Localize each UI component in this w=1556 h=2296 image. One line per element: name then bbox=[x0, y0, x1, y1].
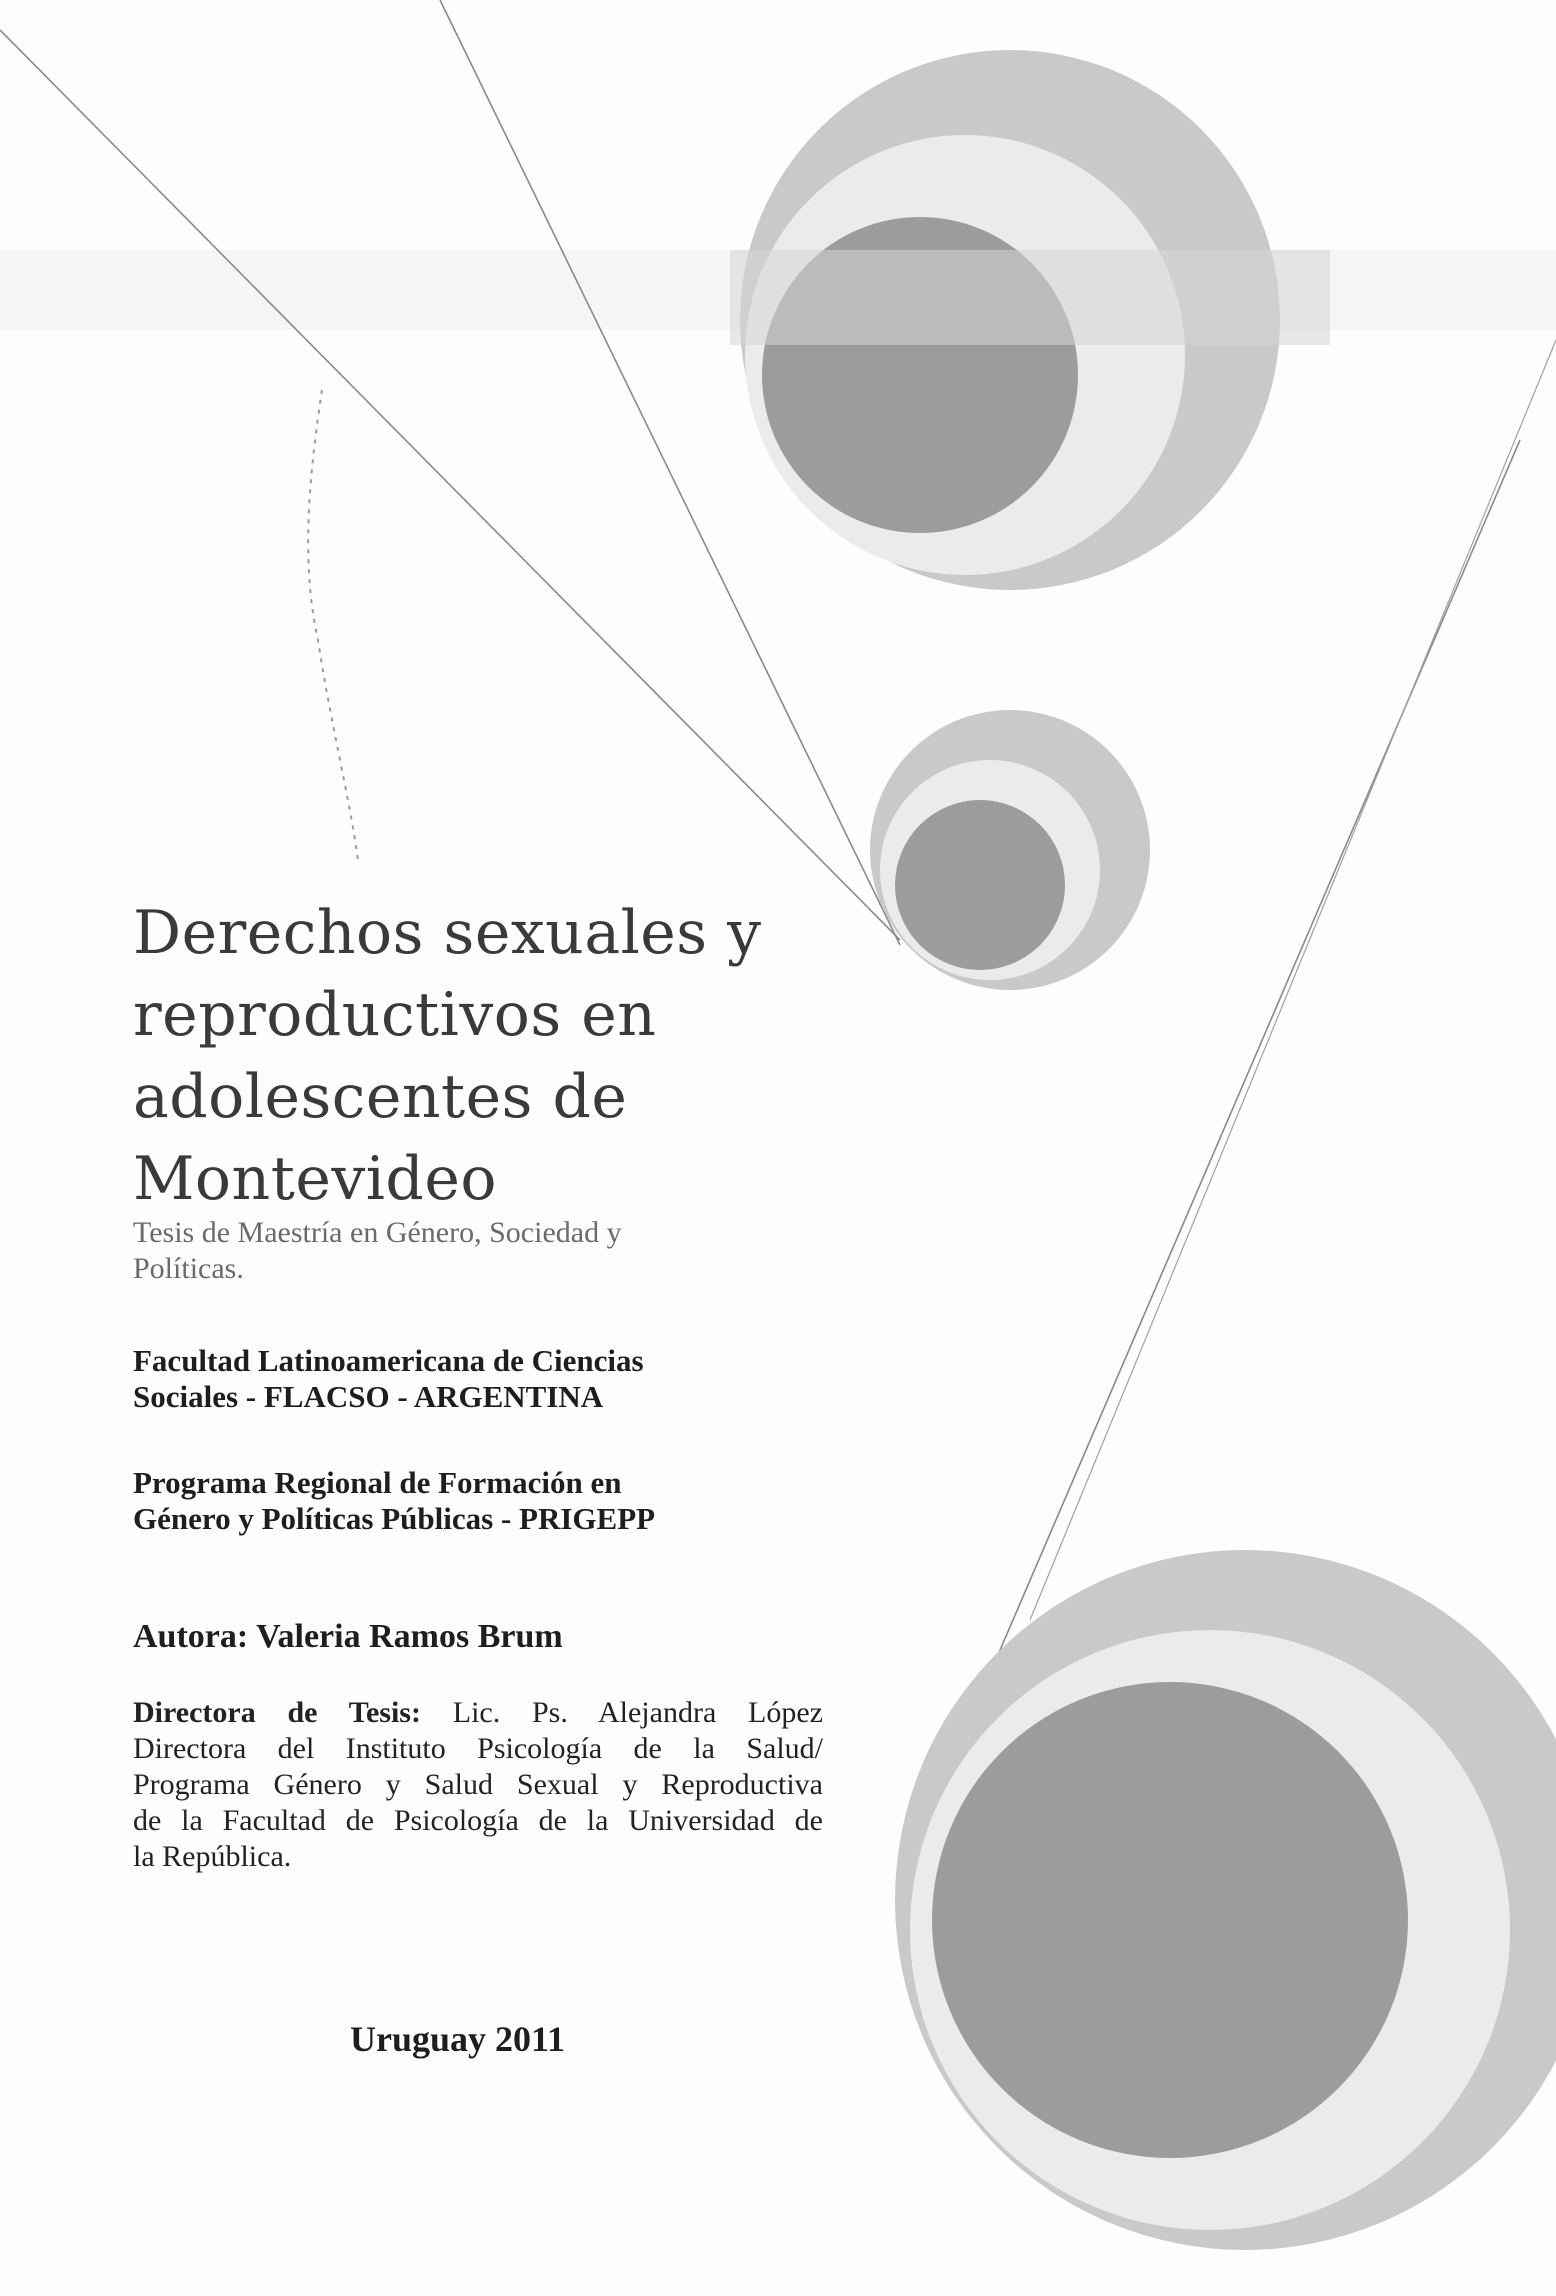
diagonal-line-1 bbox=[0, 30, 900, 940]
program bbox=[133, 1465, 655, 1537]
institution bbox=[133, 1343, 644, 1415]
institution-line: Sociales - FLACSO - ARGENTINA bbox=[133, 1379, 604, 1414]
author: Autora: Valeria Ramos Brum bbox=[133, 1618, 563, 1655]
circle-group-bottom bbox=[895, 1550, 1556, 2250]
title-line: reproductivos en bbox=[133, 980, 657, 1050]
director-line: la República. bbox=[133, 1840, 292, 1873]
subtitle-line: Tesis de Maestría en Género, Sociedad y bbox=[133, 1216, 622, 1249]
institution-line: Facultad Latinoamericana de Ciencias bbox=[133, 1343, 644, 1378]
director-label: Directora de Tesis: bbox=[133, 1696, 421, 1729]
subtitle-line: Políticas. bbox=[133, 1252, 244, 1285]
place-and-year: Uruguay 2011 bbox=[350, 2019, 566, 2059]
director-line: Programa Género y Salud Sexual y Reproductiva bbox=[133, 1768, 823, 1801]
director-line: Directora del Instituto Psicología de la Salud/ bbox=[133, 1732, 823, 1765]
director-line: de la Facultad de Psicología de la Universidad de bbox=[133, 1804, 823, 1837]
director-first-line bbox=[133, 1695, 823, 1731]
circle-group-middle bbox=[870, 710, 1150, 990]
title-line: adolescentes de bbox=[133, 1062, 628, 1132]
thesis-subtitle bbox=[133, 1215, 773, 1287]
thesis-title bbox=[133, 892, 762, 1220]
program-line: Género y Políticas Públicas - PRIGEPP bbox=[133, 1501, 656, 1536]
title-line: Derechos sexuales y bbox=[133, 898, 762, 968]
circle-group-top bbox=[730, 50, 1330, 590]
handwritten-mark bbox=[308, 390, 358, 860]
title-line: Montevideo bbox=[133, 1144, 497, 1214]
director-name: Lic. Ps. Alejandra López bbox=[452, 1696, 823, 1729]
thesis-director bbox=[133, 1695, 823, 1875]
diagonal-line-3 bbox=[970, 440, 1520, 1720]
program-line: Programa Regional de Formación en bbox=[133, 1465, 622, 1500]
